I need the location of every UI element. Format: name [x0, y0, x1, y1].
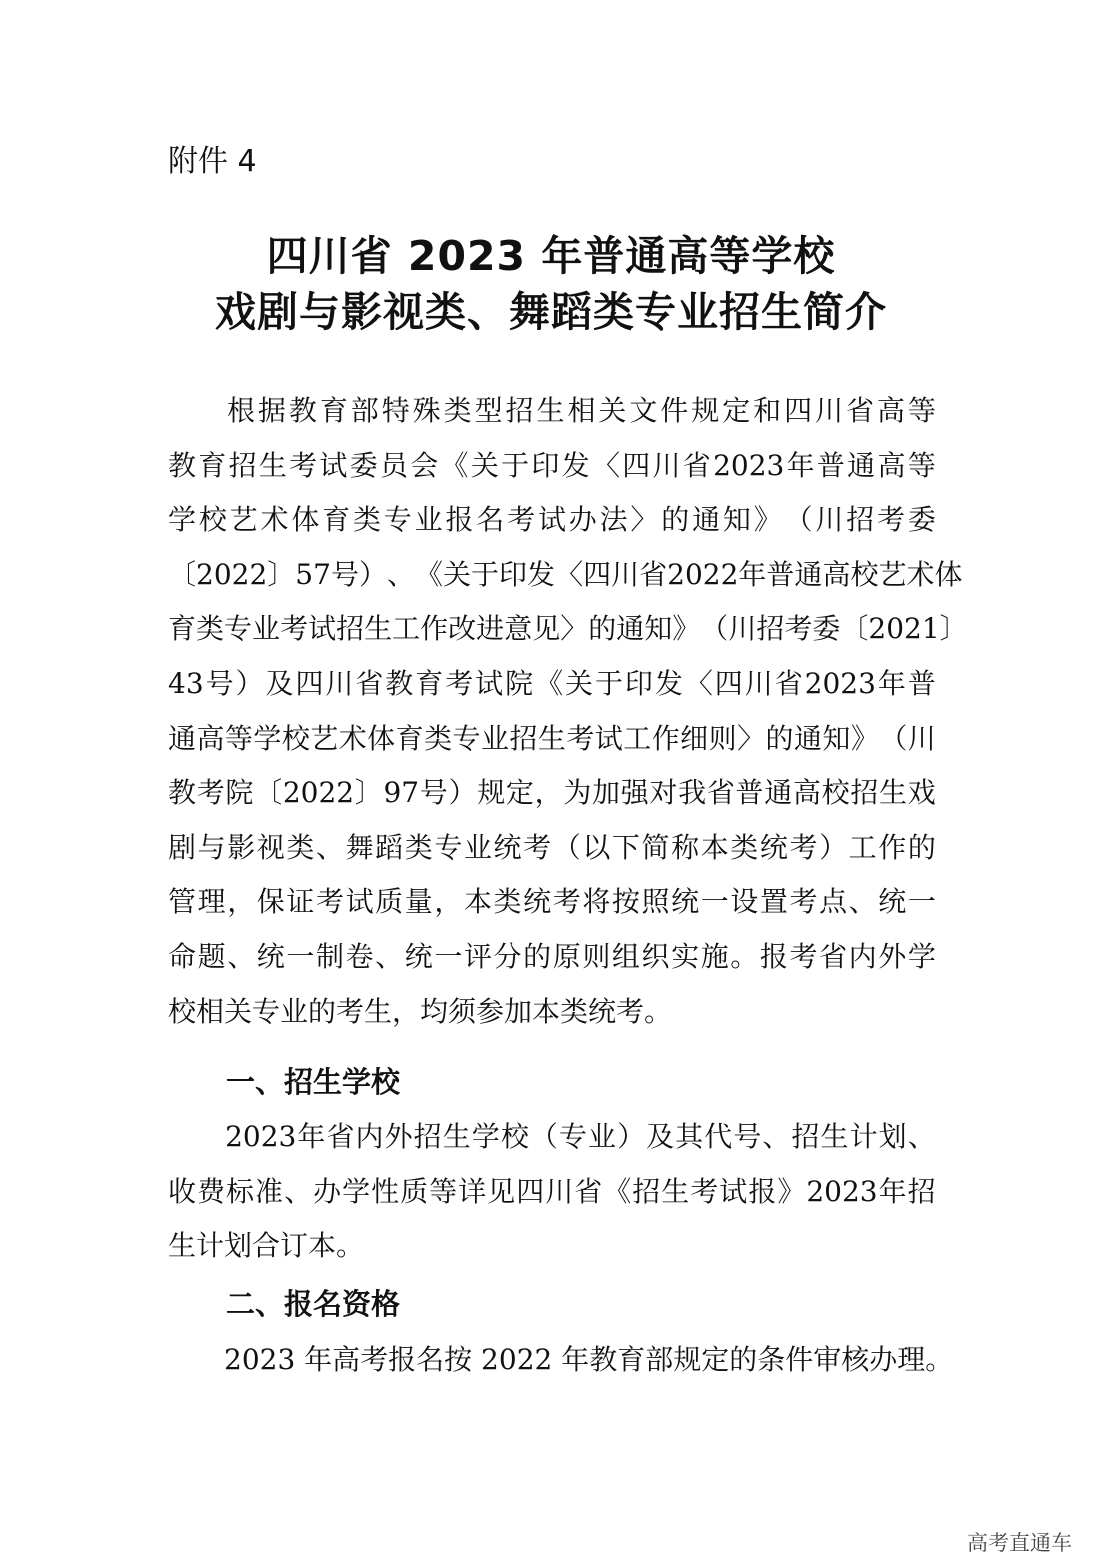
- watermark-text: 高考直通车: [967, 1531, 1072, 1555]
- document-title: [0, 228, 1102, 340]
- text-line: 根 据 教 育 部 特 殊 类 型 招 生 相 关 文 件 规 定 和 四 川 省 高 等: [226, 394, 936, 427]
- text-line: 管 理 ， 保 证 考 试 质 量 ， 本 类 统 考 将 按 照 统 一 设 置 考 点 、 统 一: [168, 885, 936, 919]
- text-line: 43 号 ） 及 四 川 省 教 育 考 试 院 《 关 于 印 发 〈 四 川 省 2023 年 普: [168, 666, 936, 700]
- intro-paragraph: [168, 384, 968, 1039]
- attachment-label: 附件 4: [168, 144, 257, 179]
- section-heading-schools: 一、招生学校: [226, 1065, 401, 1099]
- text-line: 育 类 专 业 考 试 招 生 工 作 改 进 意 见 〉 的 通 知 》 （ 川 招 考 委 〔 2021 〕: [168, 612, 968, 646]
- text-line: 剧 与 影 视 类 、 舞 蹈 类 专 业 统 考 （ 以 下 简 称 本 类 统 考 ） 工 作 的: [168, 830, 936, 864]
- text-line: 2023 年 省 内 外 招 生 学 校 （ 专 业 ） 及 其 代 号 、 招 生 计 划 、: [225, 1120, 936, 1153]
- text-line: 2023 年高考报名按 2022 年教育部规定的条件审核办理。: [168, 1343, 954, 1376]
- text-line: 学 校 艺 术 体 育 类 专 业 报 名 考 试 办 法 〉 的 通 知 》 （ 川 招 考 委: [168, 503, 936, 537]
- title-line-2: 戏剧与影视类、舞蹈类专业招生简介: [215, 288, 887, 336]
- text-line: 通 高 等 学 校 艺 术 体 育 类 专 业 招 生 考 试 工 作 细 则 〉 的 通 知 》 （ 川: [168, 721, 936, 755]
- title-line-1: 四川省 2023 年普通高等学校: [266, 232, 836, 280]
- text-line: 教 考 院 〔 2022 〕 97 号 ） 规 定 ， 为 加 强 对 我 省 普 通 高 校 招 生 戏: [168, 776, 936, 810]
- text-line: 〔 2022 〕 57 号 ） 、 《 关 于 印 发 〈 四 川 省 2022 年 普 通 高 校 艺 术 体: [168, 557, 963, 591]
- text-line: 生计划合订本。: [168, 1229, 365, 1263]
- text-line: 教 育 招 生 考 试 委 员 会 《 关 于 印 发 〈 四 川 省 2023 年 普 通 高 等: [168, 448, 936, 482]
- text-line: 命 题 、 统 一 制 卷 、 统 一 评 分 的 原 则 组 织 实 施 。 报 考 省 内 外 学: [168, 939, 936, 973]
- text-line: 收 费 标 准 、 办 学 性 质 等 详 见 四 川 省 《 招 生 考 试 报 》 2023 年 招: [168, 1174, 936, 1208]
- section-paragraph-schools: [168, 1110, 936, 1274]
- section-paragraph-eligibility: [168, 1333, 954, 1388]
- text-line: 校相关专业的考生，均须参加本类统考。: [168, 994, 673, 1028]
- section-heading-eligibility: 二、报名资格: [226, 1287, 401, 1321]
